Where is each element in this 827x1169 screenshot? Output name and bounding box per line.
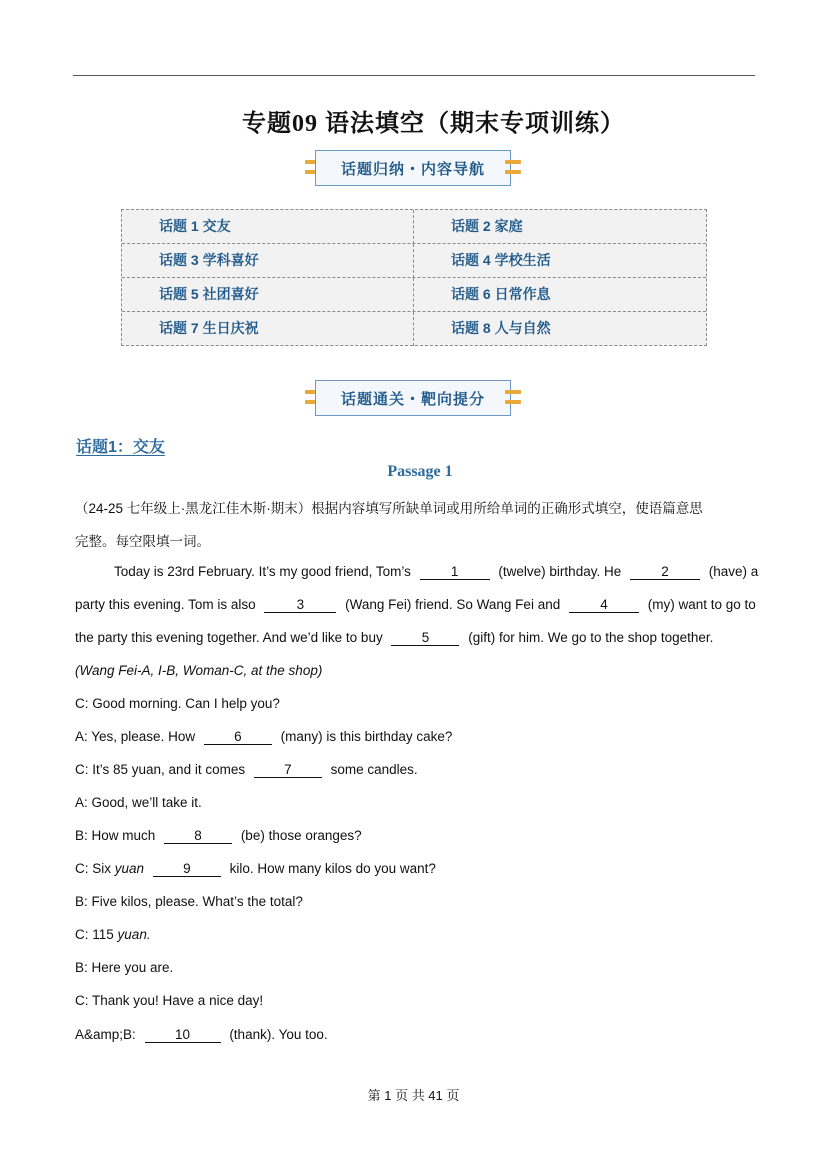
topic-link-2[interactable]: 话题 2 家庭 [451,218,523,234]
dialogue-line [75,729,452,745]
instructions-line-2: 完整。每空限填一词。 [75,534,210,549]
topic-link-3[interactable]: 话题 3 学科喜好 [159,252,259,268]
blank-6[interactable]: 6 [204,730,272,745]
dialogue-text: yuan [114,861,145,876]
table-row [122,210,706,244]
table-row [122,243,706,278]
topic-link-1[interactable]: 话题 1 交友 [159,218,231,234]
dialogue-text: A&amp;B: [75,1027,136,1042]
passage-text: party this evening. Tom is also [75,597,256,612]
topic-link-5[interactable]: 话题 5 社团喜好 [159,286,259,302]
passage-line [75,597,756,613]
dialogue-line: C: Thank you! Have a nice day! [75,993,264,1008]
dialogue-text: C: Six [75,861,112,876]
dialogue-line [75,1027,328,1043]
dialogue-text: B: How much [75,828,156,843]
dialogue-line: B: Five kilos, please. What’s the total? [75,894,303,909]
passage-text: Today is 23rd February. It’s my good friend, Tom’s [114,564,411,579]
passage-text: (my) want to go to [647,597,756,612]
blank-9[interactable]: 9 [153,862,221,877]
topic-heading[interactable]: 话题1：交友 [76,439,165,456]
dialogue-line [75,762,418,778]
instructions-line-1: （24-25 七年级上·黑龙江佳木斯·期末）根据内容填写所缺单词或用所给单词的正确形式填空，使语篇意思 [75,501,703,516]
topic-link-6[interactable]: 话题 6 日常作息 [451,286,551,302]
dialogue-text: (thank). You too. [229,1027,328,1042]
dialogue-line: C: Good morning. Can I help you? [75,696,280,711]
blank-2[interactable]: 2 [630,565,700,580]
page-footer: 第 1 页 共 41 页 [367,1088,460,1103]
topic-link-8[interactable]: 话题 8 人与自然 [451,320,551,336]
dialogue-text: (many) is this birthday cake? [280,729,453,744]
passage-title: Passage 1 [387,463,453,480]
banner-topic-practice [305,380,521,416]
passage-text: (Wang Fei) friend. So Wang Fei and [345,597,561,612]
dialogue-line: B: Here you are. [75,960,174,975]
blank-5[interactable]: 5 [391,631,459,646]
blank-8[interactable]: 8 [164,829,232,844]
blank-3[interactable]: 3 [264,598,336,613]
blank-10[interactable]: 10 [145,1028,221,1043]
passage-text: (have) a [708,564,759,579]
banner-topic-navigation [305,150,521,186]
dialogue-line [75,828,362,844]
banner-label: 话题通关・靶向提分 [340,390,485,408]
table-row [122,277,706,312]
passage-text: the party this evening together. And we’d like to buy [75,630,383,645]
blank-1[interactable]: 1 [420,565,490,580]
passage-text: (gift) for him. We go to the shop together. [468,630,714,645]
dialogue-text: C: 115 [75,927,114,942]
dialogue-line [75,861,436,877]
dialogue-text: C: It’s 85 yuan, and it comes [75,762,246,777]
dialogue-text: kilo. How many kilos do you want? [229,861,436,876]
passage-text: (twelve) birthday. He [498,564,622,579]
roles-line: (Wang Fei-A, I-B, Woman-C, at the shop) [75,663,323,678]
blank-4[interactable]: 4 [569,598,639,613]
topic-table [121,209,707,346]
blank-7[interactable]: 7 [254,763,322,778]
dialogue-line: A: Good, we’ll take it. [75,795,202,810]
passage-line [114,564,758,580]
dialogue-text: yuan. [117,927,151,942]
bracket-decoration-icon [505,158,521,178]
header-rule [73,75,755,76]
banner-label: 话题归纳・内容导航 [340,160,485,178]
dialogue-text: (be) those oranges? [240,828,362,843]
document-title: 专题09 语法填空（期末专项训练） [242,111,625,137]
bracket-decoration-icon [505,388,521,408]
topic-link-7[interactable]: 话题 7 生日庆祝 [159,320,259,336]
dialogue-line [75,927,151,942]
dialogue-text: some candles. [330,762,418,777]
topic-link-4[interactable]: 话题 4 学校生活 [451,252,551,268]
passage-line [75,630,713,646]
dialogue-text: A: Yes, please. How [75,729,196,744]
table-row [122,311,706,346]
